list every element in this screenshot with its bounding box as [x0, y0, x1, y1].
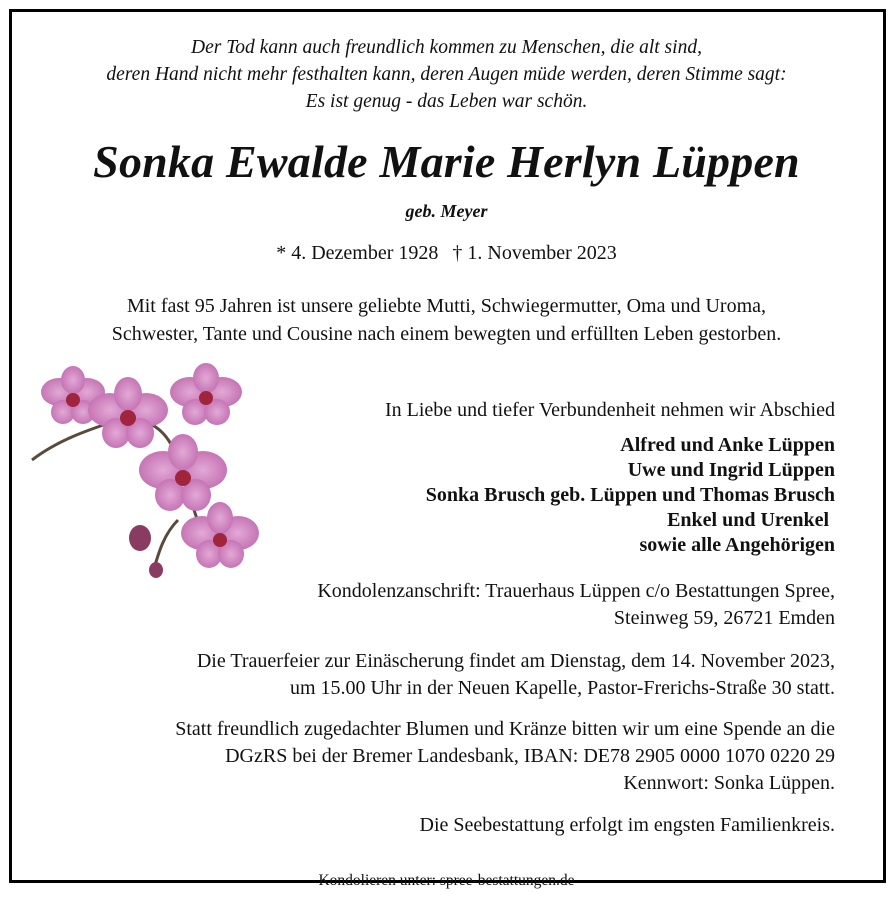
quote-line: Der Tod kann auch freundlich kommen zu Menschen, die alt sind, — [191, 37, 702, 58]
ceremony-line: Die Trauerfeier zur Einäscherung findet am Dienstag, dem 14. November 2023, — [196, 650, 835, 672]
deceased-name: Sonka Ewalde Marie Herlyn Lüppen — [93, 136, 800, 187]
mourner-name: Enkel und Urenkel — [667, 509, 829, 531]
death-date: † 1. November 2023 — [452, 242, 617, 264]
address-line: Kondolenzanschrift: Trauerhaus Lüppen c/o Bestattungen Spree, — [317, 580, 835, 602]
footer — [0, 870, 893, 890]
mourner-name: Alfred und Anke Lüppen — [620, 434, 835, 456]
orchid-bud — [129, 525, 151, 551]
life-dates — [0, 240, 893, 266]
orchid-illustration — [28, 360, 278, 580]
condolence-address — [317, 578, 835, 632]
orchid-flower — [181, 502, 259, 568]
mourner-name: Sonka Brusch geb. Lüppen und Thomas Brusch — [425, 484, 835, 506]
farewell-line: In Liebe und tiefer Verbundenheit nehmen wir Abschied — [384, 399, 835, 421]
address-line: Steinweg 59, 26721 Emden — [613, 607, 835, 629]
opening-quote — [0, 34, 893, 115]
donation-line: Statt freundlich zugedachter Blumen und Kränze bitten wir um eine Spende an die — [175, 718, 835, 740]
orchid-bud — [149, 562, 163, 578]
ceremony-line: um 15.00 Uhr in der Neuen Kapelle, Pastor-Frerichs-Straße 30 statt. — [289, 677, 835, 699]
donation-request — [175, 716, 835, 797]
announcement-line: Mit fast 95 Jahren ist unsere geliebte Mutti, Schwiegermutter, Oma und Uroma, — [126, 295, 767, 317]
donation-line: DGzRS bei der Bremer Landesbank, IBAN: DE78 2905 0000 1070 0220 29 — [225, 745, 835, 767]
mourner-name: sowie alle Angehörigen — [639, 534, 835, 556]
maiden-name: geb. Meyer — [405, 201, 488, 221]
donation-line: Kennwort: Sonka Lüppen. — [623, 772, 835, 794]
quote-line: deren Hand nicht mehr festhalten kann, deren Augen müde werden, deren Stimme sagt: — [106, 64, 787, 85]
birth-date: * 4. Dezember 1928 — [276, 242, 439, 264]
orchid-flower — [139, 434, 227, 511]
announcement-line: Schwester, Tante und Cousine nach einem bewegten und erfüllten Leben gestorben. — [111, 323, 782, 345]
quote-line: Es ist genug - das Leben war schön. — [305, 91, 588, 112]
condolence-link[interactable]: Kondolieren unter: spree-bestattungen.de — [318, 872, 575, 889]
orchid-flower — [170, 363, 242, 425]
burial-note: Die Seebestattung erfolgt im engsten Familienkreis. — [419, 814, 835, 836]
mourner-name: Uwe und Ingrid Lüppen — [627, 459, 835, 481]
mourners-list — [426, 433, 835, 558]
announcement-text — [0, 292, 893, 348]
funeral-details — [197, 648, 835, 702]
